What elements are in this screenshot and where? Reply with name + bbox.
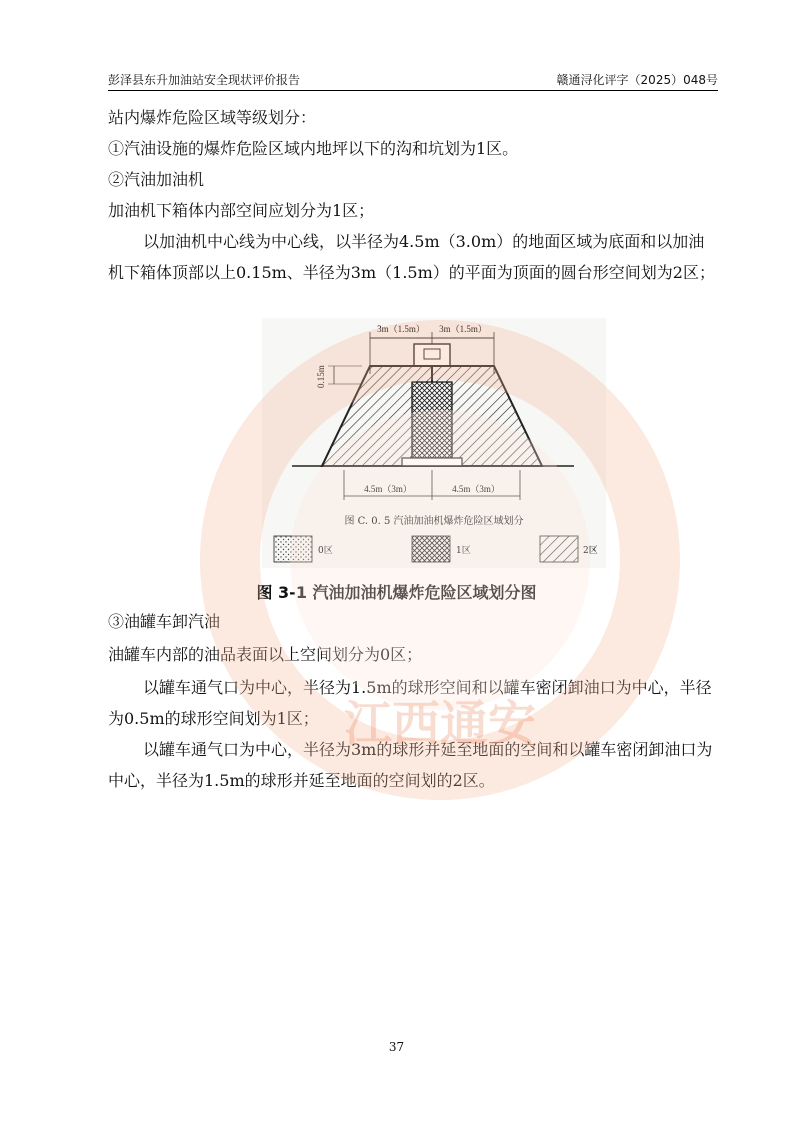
figure-caption: 图 3-1 汽油加油机爆炸危险区域划分图	[256, 583, 537, 602]
legend-zone2-label: 2区	[583, 546, 598, 556]
legend-zone0-swatch	[274, 536, 312, 562]
paragraph-dispenser-zone-2: 以加油机中心线为中心线，以半径为4.5m（3.0m）的地面区域为底面和以加油机下箱体顶部以上0.15m、半径为3m（1.5m）的平面为顶面的圆台形空间划为2区；	[108, 232, 715, 282]
paragraph-tanker-zone-1: 以罐车通气口为中心，半径为1.5m的球形空间和以罐车密闭卸油口为中心，半径为0.5m的球形空间划为1区；	[108, 678, 712, 728]
paragraph-item-1: ①汽油设施的爆炸危险区域内地坪以下的沟和坑划为1区。	[108, 139, 519, 158]
side-dim-label: 0.15m	[316, 365, 326, 388]
header-report-title: 彭泽县东升加油站安全现状评价报告	[108, 73, 301, 87]
top-dim-right-label: 3m（1.5m）	[439, 324, 487, 334]
page-number: 37	[388, 1040, 405, 1054]
paragraph-dispenser-zone-1: 加油机下箱体内部空间应划分为1区；	[108, 201, 375, 220]
paragraph-tanker-zone-2: 以罐车通气口为中心，半径为3m的球形并延至地面的空间和以罐车密闭卸油口为中心，半径为1.5m的球形并延至地面的空间划的2区。	[108, 740, 713, 790]
legend-zone0-label: 0区	[318, 546, 333, 556]
dispenser-hazard-diagram	[262, 318, 606, 568]
header-report-number: 赣通浔化评字（2025）048号	[556, 73, 718, 87]
legend-zone2-swatch	[540, 536, 578, 562]
watermark-text: 江西通安	[343, 696, 537, 752]
paragraph-section-heading: 站内爆炸危险区域等级划分：	[108, 108, 317, 127]
legend-zone1-swatch	[412, 536, 450, 562]
legend-zone1-label: 1区	[456, 546, 471, 556]
paragraph-item-3: ③油罐车卸汽油	[108, 612, 221, 631]
inner-figure-caption: 图 C. 0. 5 汽油加油机爆炸危险区域划分	[344, 516, 524, 527]
bottom-dim-right-label: 4.5m（3m）	[452, 484, 500, 494]
bottom-dim-left-label: 4.5m（3m）	[364, 484, 412, 494]
paragraph-tanker-zone-0: 油罐车内部的油品表面以上空间划分为0区；	[108, 645, 423, 664]
top-dim-left-label: 3m（1.5m）	[377, 324, 425, 334]
page-header	[108, 68, 718, 91]
paragraph-item-2: ②汽油加油机	[108, 170, 205, 189]
